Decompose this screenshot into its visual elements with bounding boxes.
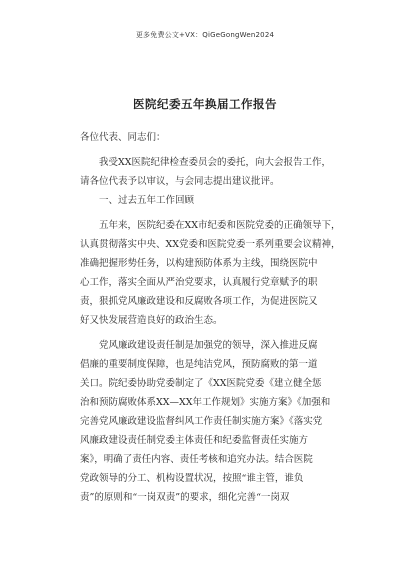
body-line: 认真贯彻落实中央、XX党委和医院党委一系列重要会议精神，: [80, 239, 341, 250]
section-heading: 一、过去五年工作回顾: [80, 195, 195, 206]
body-line: 准确把握形势任务，以构建预防体系为主线，围绕医院中: [80, 258, 318, 269]
body-line: 请各位代表予以审议，与会同志提出建议批评。: [80, 176, 280, 187]
body-line: 完善党风廉政建设监督纠风工作责任制实施方案》《落实党: [80, 416, 323, 427]
document-body: [80, 128, 342, 507]
body-line: 倡廉的重要制度保障，也是纯洁党风，预防腐败的第一道: [80, 359, 318, 370]
header-note: 更多免费公文+VX：QiGeGongWen2024: [135, 31, 275, 39]
body-line: 责，狠抓党风廉政建设和反腐败各项工作，为促进医院又: [80, 296, 318, 307]
body-line: 党风廉政建设责任制是加强党的领导，深入推进反腐: [80, 340, 318, 351]
body-line: 五年来，医院纪委在XX市纪委和医院党委的正确领导下，: [80, 220, 341, 231]
body-line: 案》，明确了责任内容、责任考核和追究办法。结合医院: [80, 454, 313, 465]
body-line: 心工作，落实全面从严治党要求，认真履行党章赋予的职: [80, 277, 318, 288]
body-line: 好又快发展营造良好的政治生态。: [80, 315, 223, 326]
body-line: 治和预防腐败体系XX—XX年工作规划》实施方案》《加强和: [80, 397, 331, 408]
body-line: 我受XX医院纪律检查委员会的委托，向大会报告工作，: [80, 157, 332, 168]
body-line: 关口。院纪委协助党委制定了《XX医院党委《建立健全惩: [80, 378, 322, 389]
body-line: 党政领导的分工、机构设置状况，按照“谁主管，谁负: [80, 473, 304, 484]
salutation: 各位代表、同志们：: [80, 132, 166, 143]
body-line: 风廉政建设责任制党委主体责任和纪委监督责任实施方: [80, 435, 309, 446]
body-line: 责”的原则和“一岗双责”的要求，细化完善“一岗双: [80, 492, 290, 503]
document-title: 医院纪委五年换届工作报告: [133, 97, 277, 111]
